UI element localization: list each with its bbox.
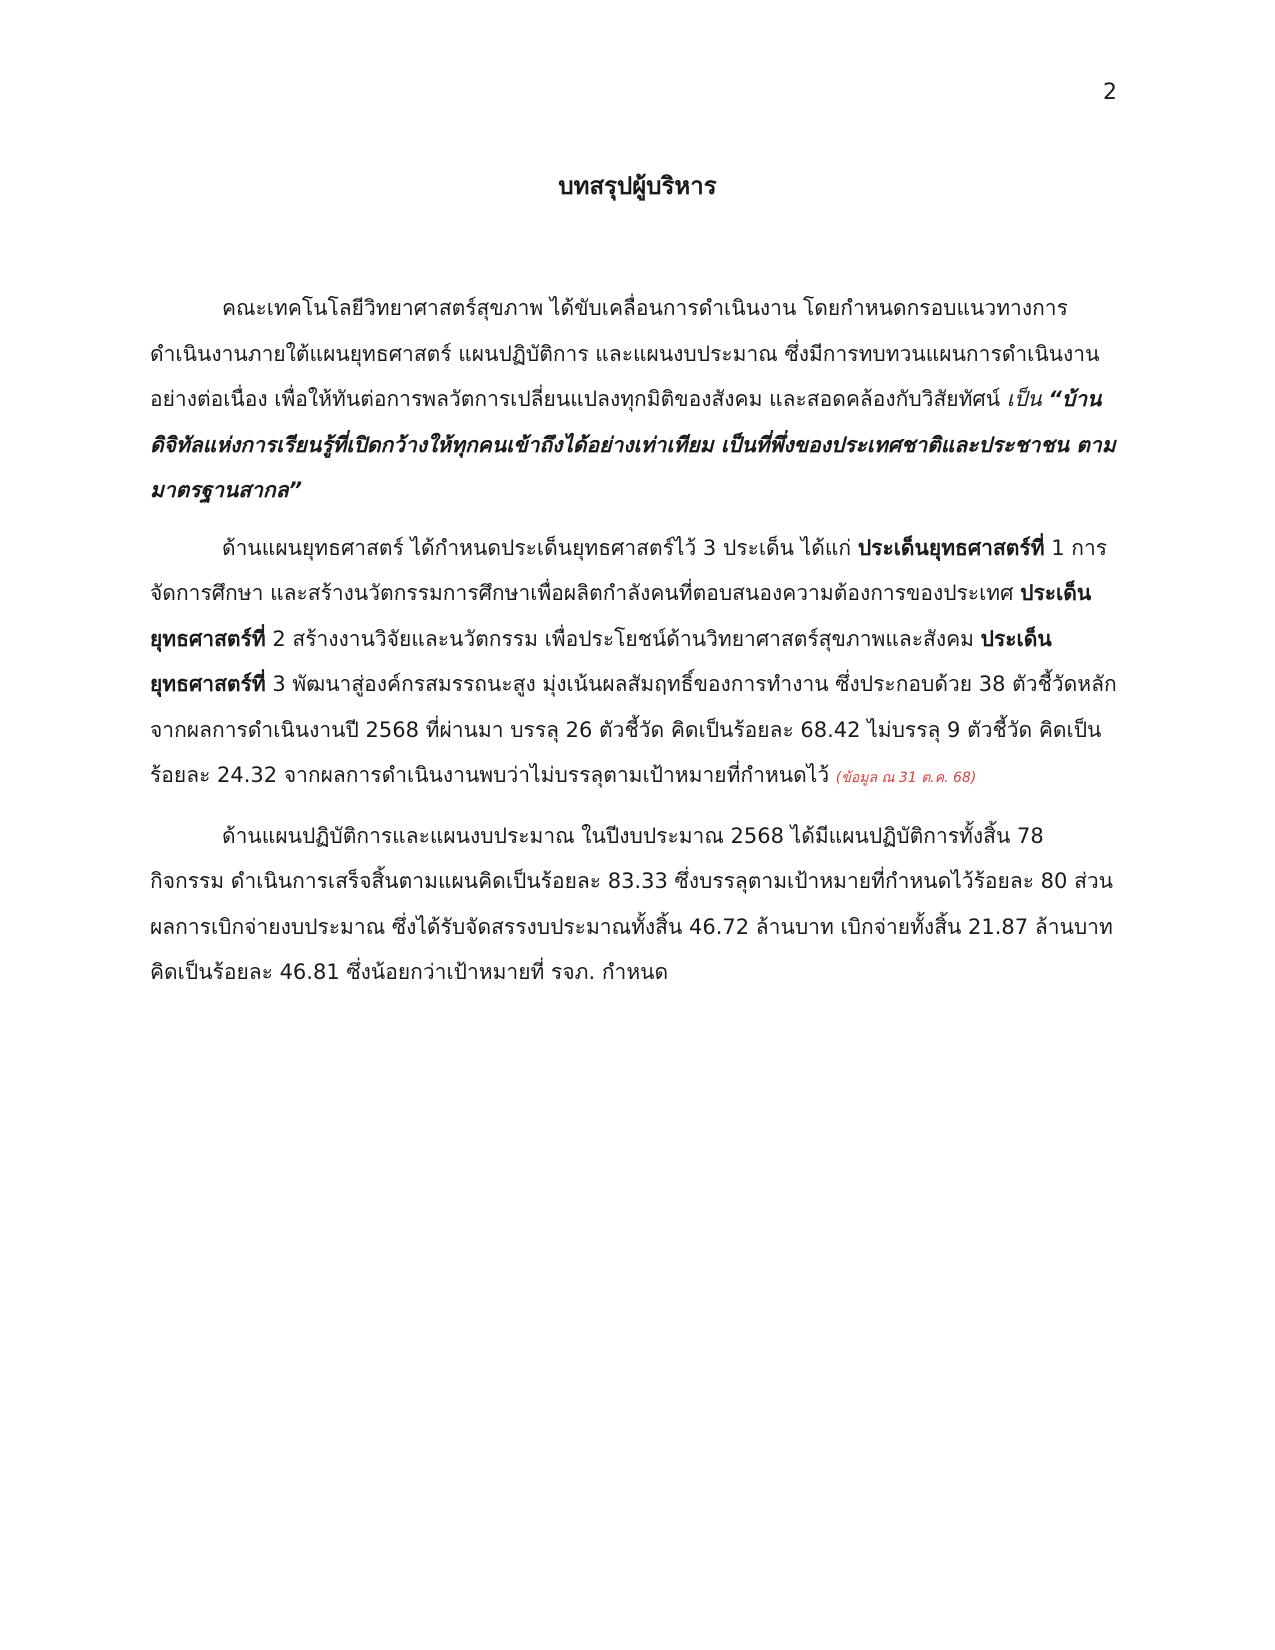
strategy-2-label: ประเด็นยุทธศาสตร์ที่ [150,581,1092,651]
strategy-2-text: 2 สร้างงานวิจัยและนวัตกรรม เพื่อประโยชน์ด้านวิทยาศาสตร์สุขภาพและสังคม [265,626,981,651]
page-title: บทสรุปผู้บริหาร [558,172,717,200]
strategy-3-text: 3 พัฒนาสู่องค์กรสมรรถนะสูง มุ่งเน้นผลสัมฤทธิ์ของการทำงาน ซึ่งประกอบด้วย 38 ตัวชี้วัดหลัก จากผลการดำเนินงานปี 2568 ที่ผ่านมา บรรลุ 26 ตัวชี้วัด คิดเป็นร้อยละ 68.42 ไม่บรรลุ 9 ตัวชี้วัด คิดเป็นร้อยละ 24.32 จากผลการดำเนินงานพบว่าไม่บรรลุตามเป้าหมายที่กำหนดไว้ [150,672,1117,787]
budget-text: ด้านแผนปฏิบัติการและแผนงบประมาณ ในปีงบประมาณ 2568 ได้มีแผนปฏิบัติการทั้งสิ้น 78 กิจกรรม ดำเนินการเสร็จสิ้นตามแผนคิดเป็นร้อยละ 83.33 ซึ่งบรรลุตามเป้าหมายที่กำหนดไว้ร้อยละ 80 ส่วนผลการเบิกจ่ายงบประมาณ ซึ่งได้รับจัดสรรงบประมาณทั้งสิ้น 46.72 ล้านบาท เบิกจ่ายทั้งสิ้น 21.87 ล้านบาท คิดเป็นร้อยละ 46.81 ซึ่งน้อยกว่าเป้าหมายที่ รจภ. กำหนด [150,823,1114,984]
strategy-1-text: 1 การจัดการศึกษา และสร้างนวัตกรรมการศึกษาเพื่อผลิตกำลังคนที่ตอบสนองความต้องการของประเทศ [150,535,1108,605]
overview-text: คณะเทคโนโลยีวิทยาศาสตร์สุขภาพ ได้ขับเคลื่อนการดำเนินงาน โดยกำหนดกรอบแนวทางการดำเนินงานภายใต้แผนยุทธศาสตร์ แผนปฏิบัติการ และแผนงบประมาณ ซึ่งมีการทบทวนแผนการดำเนินงาน อย่างต่อเนื่อง เพื่อให้ทันต่อการพลวัตการเปลี่ยนแปลงทุกมิติของสังคม และสอดคล้องกับวิสัยทัศน์ [150,296,1100,411]
paragraph-overview [150,286,1118,514]
document-body [150,286,1118,1008]
strategy-1-label: ประเด็นยุทธศาสตร์ที่ [857,535,1045,560]
page-number: 2 [1103,80,1117,105]
data-date-note: (ข้อมูล ณ 31 ต.ค. 68) [835,770,977,786]
strategy-3-label: ประเด็นยุทธศาสตร์ที่ [150,626,1052,696]
paragraph-budget [150,814,1118,996]
strategy-intro: ด้านแผนยุทธศาสตร์ ได้กำหนดประเด็นยุทธศาสตร์ไว้ 3 ประเด็น ได้แก่ [222,535,858,560]
paragraph-strategy [150,526,1118,802]
vision-statement: “บ้านดิจิทัลแห่งการเรียนรู้ที่เปิดกว้างให้ทุกคนเข้าถึงได้อย่างเท่าเทียม เป็นที่พึ่งของประเทศชาติและประชาชน ตามมาตรฐานสากล” [150,387,1116,502]
vision-prefix: เป็น [1006,387,1049,411]
